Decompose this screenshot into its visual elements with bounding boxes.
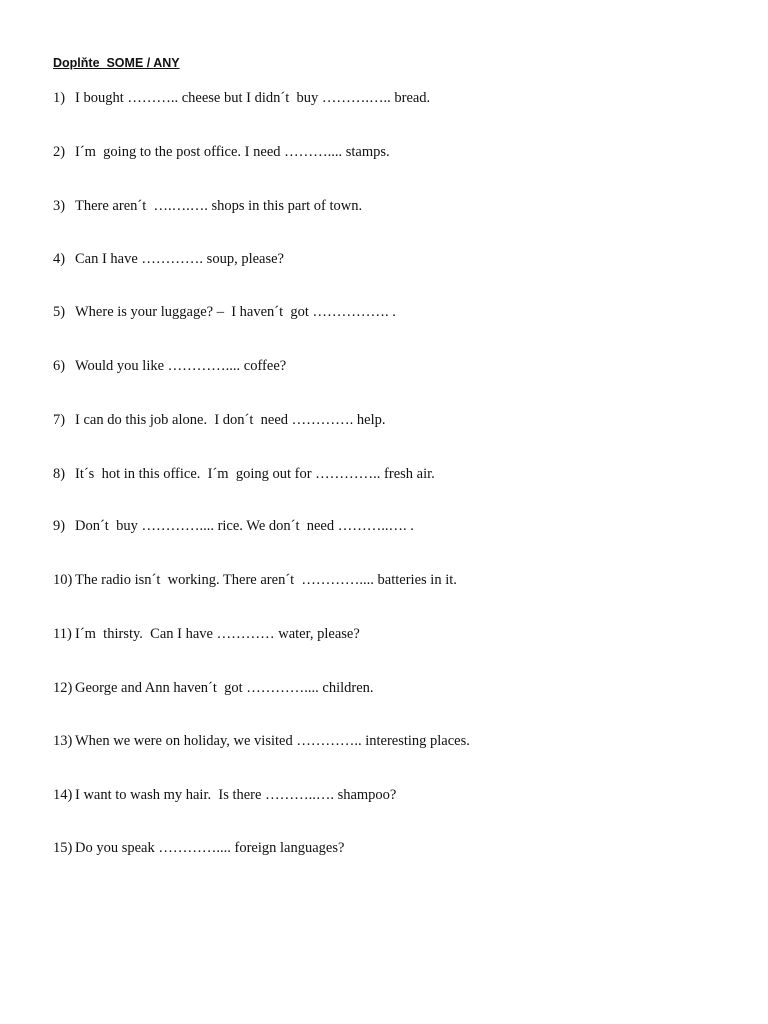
item-number: 4) bbox=[53, 251, 66, 267]
item-number: 15) bbox=[53, 840, 73, 856]
exercise-item bbox=[53, 571, 457, 589]
item-number: 9) bbox=[53, 518, 66, 534]
exercise-item bbox=[53, 250, 284, 268]
item-number: 10) bbox=[53, 572, 73, 588]
item-sentence: I can do this job alone. I don´t need …………. help. bbox=[75, 412, 386, 428]
exercise-item bbox=[53, 732, 470, 750]
exercise-item bbox=[53, 357, 286, 375]
exercise-item bbox=[53, 839, 344, 857]
item-sentence: Don´t buy ………….... rice. We don´t need ………..…. . bbox=[75, 518, 414, 534]
item-sentence: When we were on holiday, we visited ………….. interesting places. bbox=[75, 733, 470, 749]
exercise-item bbox=[53, 143, 390, 161]
item-number: 2) bbox=[53, 144, 66, 160]
item-number: 11) bbox=[53, 626, 72, 642]
item-number: 8) bbox=[53, 466, 66, 482]
item-sentence: Can I have …………. soup, please? bbox=[75, 251, 284, 267]
item-number: 3) bbox=[53, 198, 66, 214]
exercise-item bbox=[53, 786, 396, 804]
item-sentence: I´m going to the post office. I need ……….... stamps. bbox=[75, 144, 390, 160]
exercise-item bbox=[53, 465, 435, 483]
worksheet-title: Doplňte SOME / ANY bbox=[53, 56, 180, 70]
item-sentence: I bought ……….. cheese but I didn´t buy ……….….. bread. bbox=[75, 90, 431, 106]
item-sentence: The radio isn´t working. There aren´t ………….... batteries in it. bbox=[75, 572, 457, 588]
exercise-item bbox=[53, 625, 360, 643]
exercise-item bbox=[53, 303, 396, 321]
item-sentence: I´m thirsty. Can I have ………… water, please? bbox=[75, 626, 360, 642]
item-number: 1) bbox=[53, 90, 66, 106]
exercise-item bbox=[53, 517, 414, 535]
item-sentence: There aren´t ….….…. shops in this part of town. bbox=[75, 198, 363, 214]
item-sentence: Would you like ………….... coffee? bbox=[75, 358, 287, 374]
exercise-item bbox=[53, 197, 362, 215]
item-sentence: Do you speak ………….... foreign languages? bbox=[75, 840, 345, 856]
exercise-item bbox=[53, 89, 430, 107]
item-number: 5) bbox=[53, 304, 66, 320]
item-sentence: It´s hot in this office. I´m going out for ………….. fresh air. bbox=[75, 466, 435, 482]
item-sentence: George and Ann haven´t got ………….... children. bbox=[75, 680, 374, 696]
item-number: 12) bbox=[53, 680, 73, 696]
exercise-item bbox=[53, 679, 374, 697]
item-number: 7) bbox=[53, 412, 66, 428]
item-number: 6) bbox=[53, 358, 66, 374]
item-sentence: I want to wash my hair. Is there ………..…. shampoo? bbox=[75, 787, 397, 803]
item-number: 14) bbox=[53, 787, 73, 803]
exercise-item bbox=[53, 411, 385, 429]
item-sentence: Where is your luggage? – I haven´t got ……………. . bbox=[75, 304, 396, 320]
item-number: 13) bbox=[53, 733, 73, 749]
